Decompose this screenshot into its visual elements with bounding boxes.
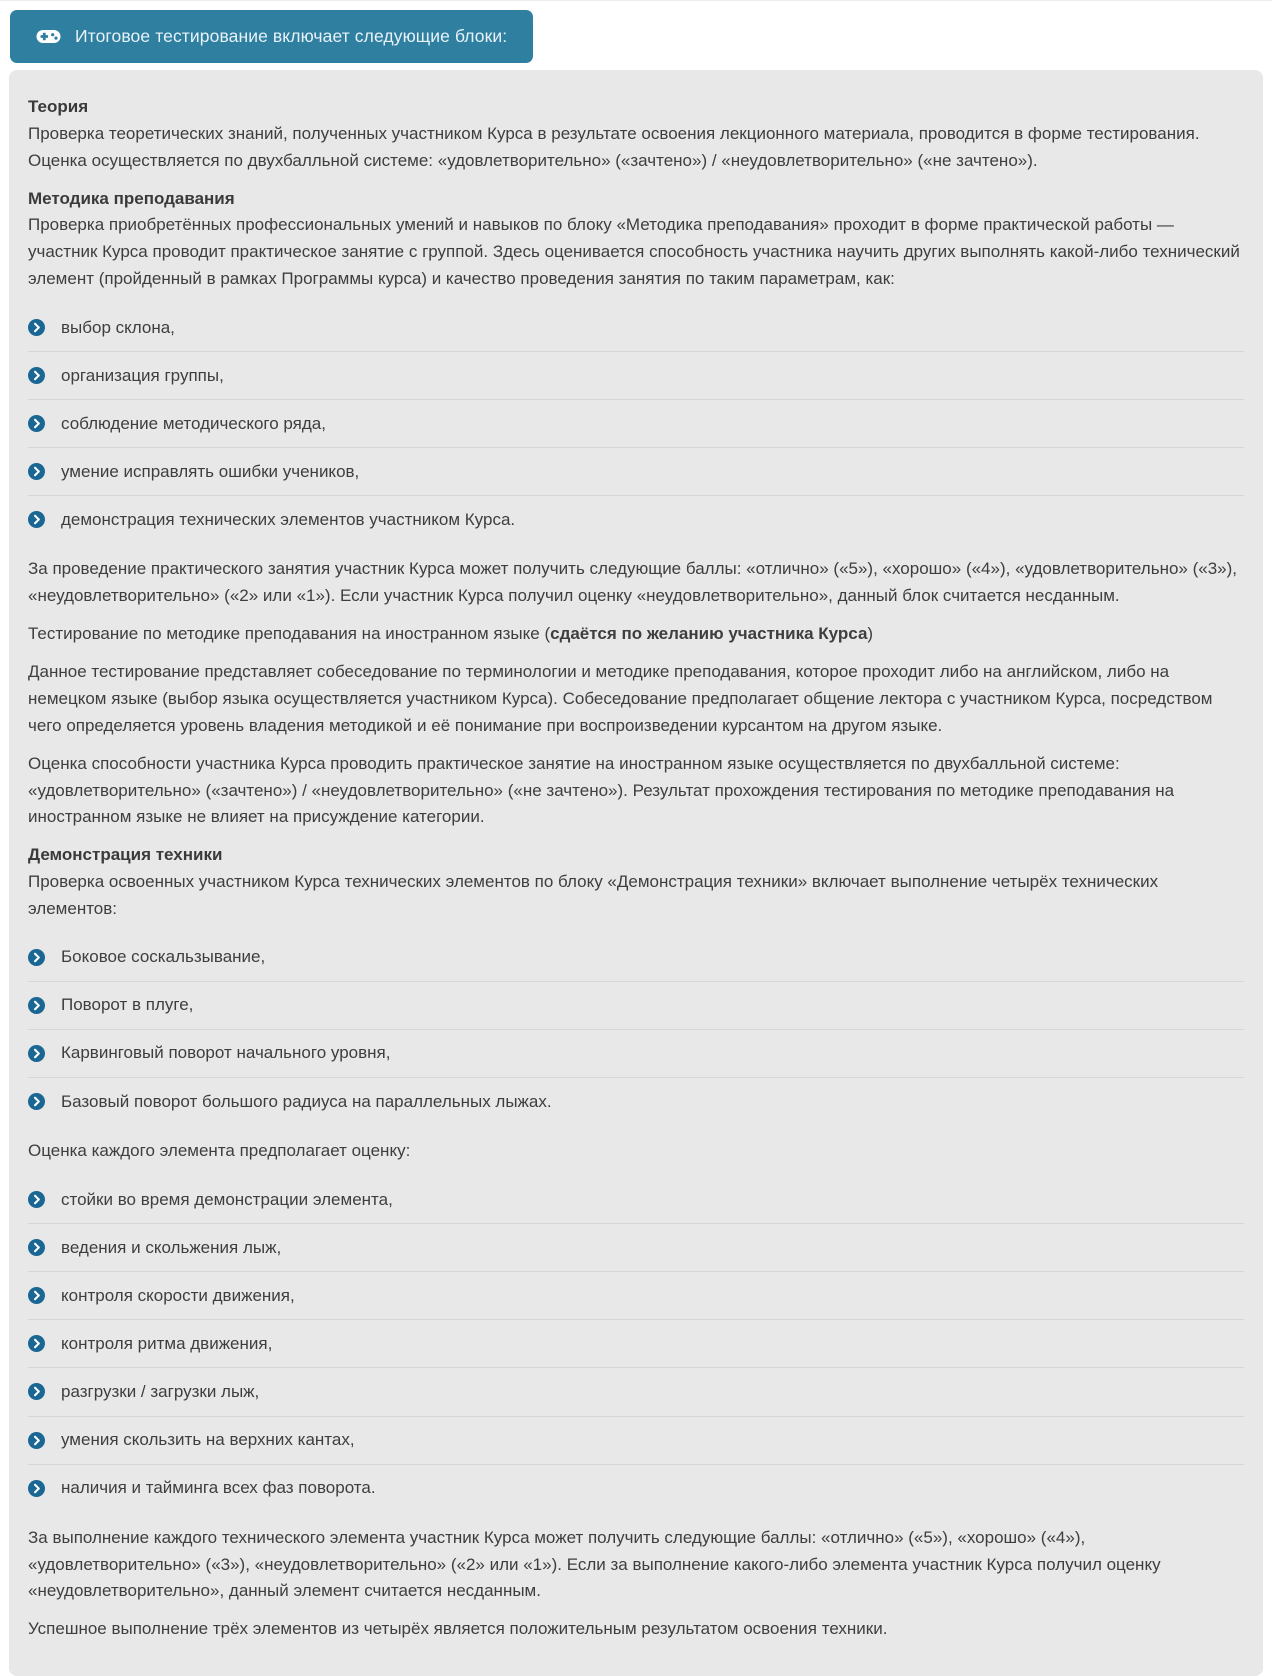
paragraph: Данное тестирование представляет собеседование по терминологии и методике преподавания, которое проходит либо на английском, либо на немецком языке (выбор языка осуществляется участником Курса). Собеседование предполагает общение лектора с участником Курса, посредством чего определяется уровень владения методикой и её понимание при воспроизведении курсантом на другом языке.	[28, 662, 1213, 735]
paragraph	[28, 621, 1244, 648]
gamepad-icon	[36, 27, 61, 46]
chevron-circle-right-icon	[28, 997, 45, 1014]
list-item	[28, 1176, 1244, 1224]
list-item	[28, 982, 1244, 1030]
chevron-circle-right-icon	[28, 367, 45, 384]
list-item	[28, 1272, 1244, 1320]
list-item-label: разгрузки / загрузки лыж,	[61, 1381, 260, 1401]
paragraph: Оценка способности участника Курса проводить практическое занятие на иностранном языке осуществляется по двухбалльной системе: «удовлетворительно» («зачтено») / «неудовлетворительно» («не зачтено»). Результат прохождения тестирования по методике преподавания на иностранном языке не влияет на присуждение категории.	[28, 753, 1175, 827]
section-title-label: Итоговое тестирование включает следующие блоки:	[75, 26, 508, 46]
list-item	[28, 1320, 1244, 1368]
paragraph: За проведение практического занятия участник Курса может получить следующие баллы: «отлично» («5»), «хорошо» («4»), «удовлетворительно» («3»), «неудовлетворительно» («2» или «1»). Если участник Курса получил оценку «неудовлетворительно», данный блок считается несданным.	[28, 559, 1238, 606]
list-item-label: демонстрация технических элементов участником Курса.	[61, 509, 516, 529]
paragraph: За выполнение каждого технического элемента участник Курса может получить следующие баллы: «отлично» («5»), «хорошо» («4»), «удовлетворительно» («3»), «неудовлетворительно» («2» или «1»). Если за выполнение какого-либо элемента участник Курса получил оценку «неудовлетворительно», данный элемент считается несданным.	[28, 1527, 1161, 1601]
paragraph: Успешное выполнение трёх элементов из четырёх является положительным результатом освоения техники.	[28, 1619, 888, 1639]
list-item	[28, 1224, 1244, 1272]
bullet-list	[28, 934, 1244, 1125]
list-item	[28, 304, 1244, 352]
bullet-list	[28, 1176, 1244, 1512]
paragraph-run: Тестирование по методике преподавания на иностранном языке (	[28, 624, 551, 644]
section-heading: Демонстрация техники	[28, 845, 223, 865]
list-item	[28, 1417, 1244, 1465]
list-item-label: Базовый поворот большого радиуса на параллельных лыжах.	[61, 1091, 552, 1111]
list-item	[28, 1030, 1244, 1078]
chevron-circle-right-icon	[28, 1480, 45, 1497]
chevron-circle-right-icon	[28, 319, 45, 336]
chevron-circle-right-icon	[28, 415, 45, 432]
paragraph-run: )	[867, 624, 874, 644]
page-top-divider	[0, 0, 1272, 1]
chevron-circle-right-icon	[28, 1045, 45, 1062]
section-heading: Теория	[28, 97, 89, 116]
content-panel	[9, 70, 1263, 1676]
chevron-circle-right-icon	[28, 511, 45, 528]
paragraph-bold-run: сдаётся по желанию участника Курса	[550, 624, 868, 644]
list-item	[28, 1465, 1244, 1512]
section-heading: Методика преподавания	[28, 188, 235, 208]
chevron-circle-right-icon	[28, 1335, 45, 1352]
list-item-label: умение исправлять ошибки учеников,	[61, 461, 360, 481]
chevron-circle-right-icon	[28, 1093, 45, 1110]
list-item	[28, 1368, 1244, 1416]
list-item-label: Поворот в плуге,	[61, 995, 194, 1015]
chevron-circle-right-icon	[28, 1383, 45, 1400]
list-item	[28, 352, 1244, 400]
list-item	[28, 496, 1244, 543]
chevron-circle-right-icon	[28, 1432, 45, 1449]
chevron-circle-right-icon	[28, 463, 45, 480]
list-item-label: умения скользить на верхних кантах,	[61, 1430, 355, 1449]
list-item-label: Боковое соскальзывание,	[61, 947, 266, 967]
list-item	[28, 400, 1244, 448]
chevron-circle-right-icon	[28, 1191, 45, 1208]
paragraph: Оценка каждого элемента предполагает оценку:	[28, 1141, 411, 1161]
list-item	[28, 448, 1244, 496]
list-item-label: Карвинговый поворот начального уровня,	[61, 1043, 391, 1063]
chevron-circle-right-icon	[28, 1287, 45, 1304]
paragraph: Проверка теоретических знаний, полученных участником Курса в результате освоения лекционного материала, проводится в форме тестирования. Оценка осуществляется по двухбалльной системе: «удовлетворительно» («зачтено») / «неудовлетворительно» («не зачтено»).	[28, 123, 1200, 170]
list-item-label: организация группы,	[61, 365, 224, 385]
chevron-circle-right-icon	[28, 949, 45, 966]
list-item-label: контроля скорости движения,	[61, 1285, 295, 1305]
list-item	[28, 1078, 1244, 1125]
list-item-label: наличия и тайминга всех фаз поворота.	[61, 1478, 376, 1498]
list-item	[28, 934, 1244, 982]
list-item-label: контроля ритма движения,	[61, 1333, 273, 1353]
list-item-label: стойки во время демонстрации элемента,	[61, 1189, 393, 1209]
list-item-label: ведения и скольжения лыж,	[61, 1237, 282, 1257]
paragraph: Проверка приобретённых профессиональных умений и навыков по блоку «Методика преподавания» проходит в форме практической работы — участник Курса проводит практическое занятие с группой. Здесь оценивается способность участника научить других выполнять какой-либо технический элемент (пройденный в рамках Программы курса) и качество проведения занятия по таким параметрам, как:	[28, 215, 1240, 289]
content-sections	[28, 94, 1244, 1643]
section-title-badge	[10, 10, 533, 63]
paragraph: Проверка освоенных участником Курса технических элементов по блоку «Демонстрация техники» включает выполнение четырёх технических элементов:	[28, 872, 1159, 918]
list-item-label: выбор склона,	[61, 317, 175, 337]
bullet-list	[28, 304, 1244, 543]
chevron-circle-right-icon	[28, 1239, 45, 1256]
list-item-label: соблюдение методического ряда,	[61, 413, 326, 433]
